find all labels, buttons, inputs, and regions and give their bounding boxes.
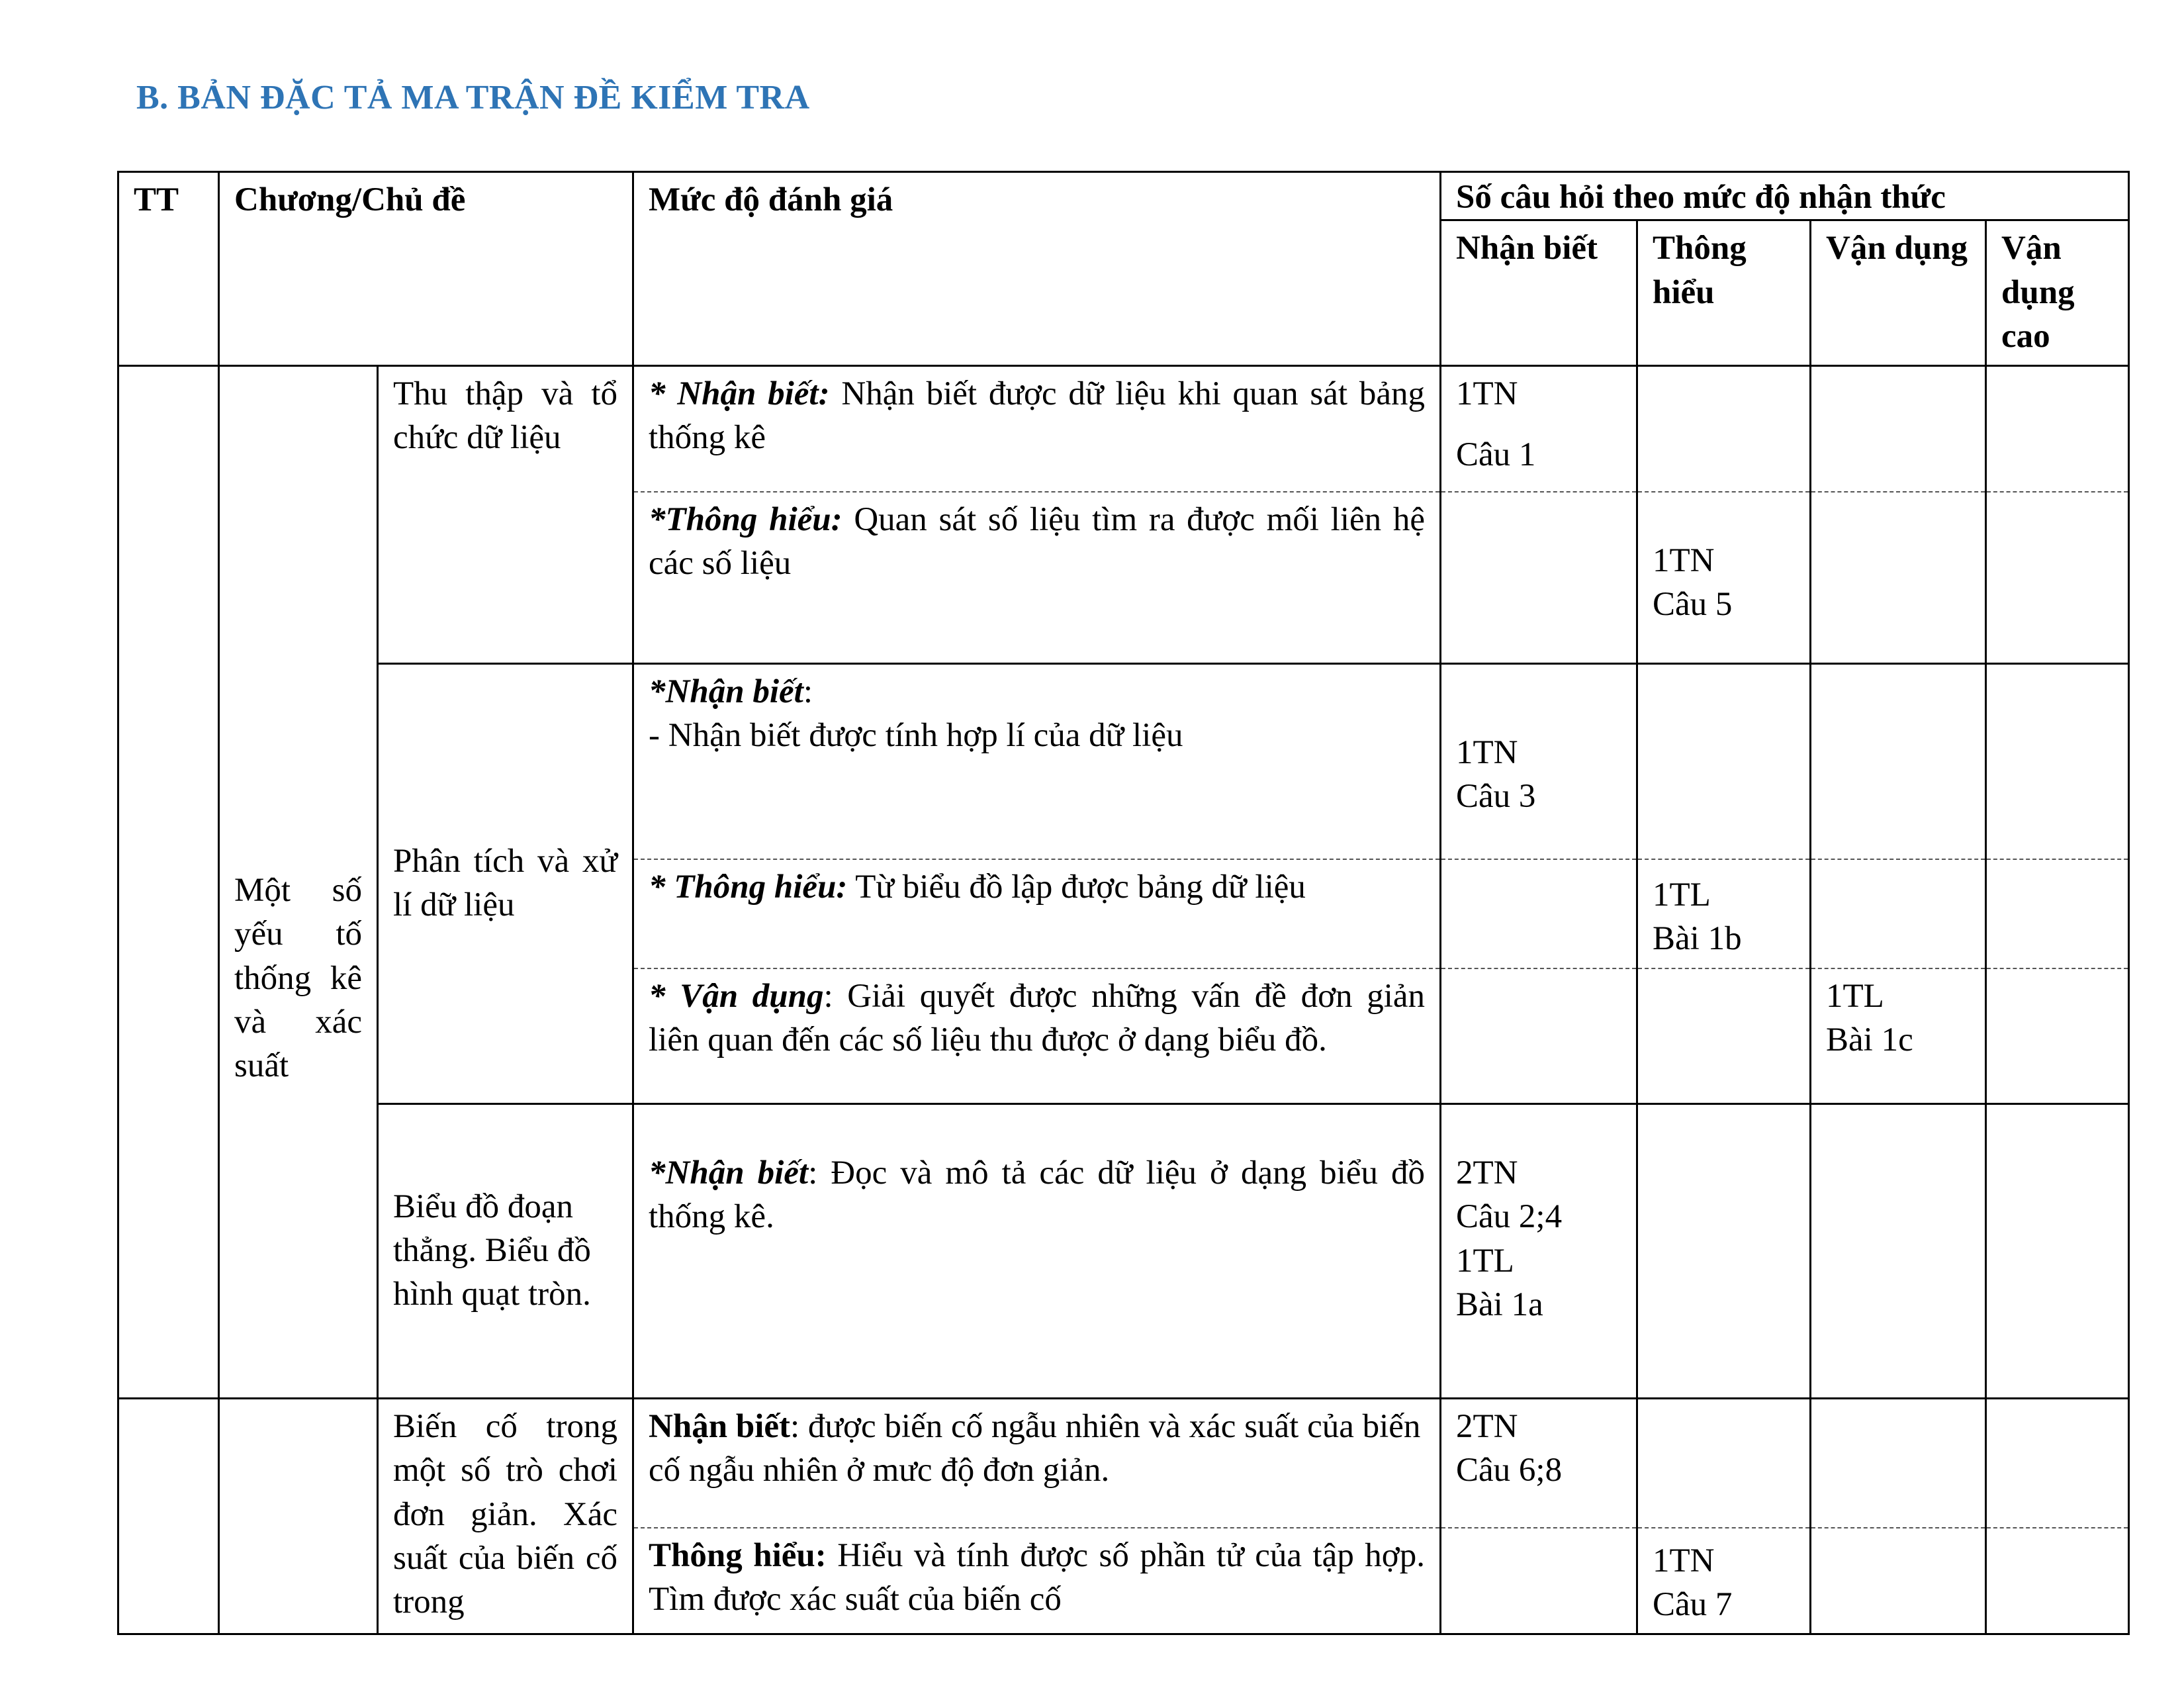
thong-hieu-cell (1637, 1528, 1811, 1634)
van-dung-cell (1811, 664, 1986, 859)
question-ref: Bài 1a (1456, 1286, 1543, 1324)
van-dung-cao-cell (1986, 366, 2129, 492)
criteria-text: Quan sát số liệu tìm ra được mối liên hệ các số liệu (649, 500, 1425, 582)
level-label: * Vận dụng (649, 977, 824, 1015)
header-nhan-biet: Nhận biết (1441, 220, 1637, 366)
header-chuong: Chương/Chủ đề (219, 172, 633, 366)
count-value: 1TL (1456, 1242, 1514, 1280)
nhan-biet-cell (1441, 859, 1637, 968)
topic-cell-2: Phân tích và xử lí dữ liệu (378, 664, 633, 1104)
criteria-cell (633, 664, 1441, 859)
van-dung-cao-cell (1986, 859, 2129, 968)
criteria-text: Từ biểu đồ lập được bảng dữ liệu (847, 868, 1306, 906)
van-dung-cao-cell (1986, 968, 2129, 1104)
header-van-dung: Vận dụng (1811, 220, 1986, 366)
criteria-cell (633, 1528, 1441, 1634)
level-label: * Thông hiểu: (649, 868, 848, 906)
question-ref: Câu 7 (1653, 1585, 1733, 1623)
header-so-cau: Số câu hỏi theo mức độ nhận thức (1441, 172, 2129, 220)
tt-cell (118, 366, 219, 1399)
criteria-cell (633, 968, 1441, 1104)
criteria-text: : Đọc và mô tả các dữ liệu ở dạng biểu đồ thống kê. (649, 1154, 1426, 1236)
level-label: *Thông hiểu: (649, 500, 842, 538)
van-dung-cell (1811, 1104, 1986, 1399)
count-value: 1TN (1456, 375, 1518, 413)
van-dung-cao-cell (1986, 492, 2129, 664)
thong-hieu-cell (1637, 968, 1811, 1104)
count-value: 1TL (1826, 977, 1884, 1015)
question-ref: Câu 3 (1456, 778, 1536, 816)
criteria-text: Hiểu và tính được số phần tử của tập hợp. Tìm được xác suất của biến cố (649, 1536, 1426, 1618)
topic-cell-4: Biến cố trong một số trò chơi đơn giản. Xác suất của biến cố trong (378, 1399, 633, 1634)
question-ref: Bài 1b (1653, 919, 1742, 957)
thong-hieu-cell (1637, 492, 1811, 664)
van-dung-cell (1811, 859, 1986, 968)
criteria-text: : được biến cố ngẫu nhiên và xác suất của biến cố ngẫu nhiên ở mưc độ đơn giản. (649, 1408, 1421, 1489)
van-dung-cao-cell (1986, 1528, 2129, 1634)
table-row (118, 664, 2129, 859)
level-label: *Nhận biết (649, 673, 803, 711)
criteria-cell (633, 492, 1441, 664)
van-dung-cell (1811, 968, 1986, 1104)
criteria-text: - Nhận biết được tính hợp lí của dữ liệu (649, 717, 1183, 755)
table-row (118, 366, 2129, 492)
criteria-text: Nhận biết được dữ liệu khi quan sát bảng thống kê (649, 375, 1425, 457)
van-dung-cao-cell (1986, 1399, 2129, 1528)
criteria-cell (633, 859, 1441, 968)
count-value: 1TN (1653, 1542, 1715, 1579)
level-label: * Nhận biết: (649, 375, 830, 413)
table-row (118, 1399, 2129, 1528)
level-label: Nhận biết (649, 1408, 790, 1446)
thong-hieu-cell (1637, 1399, 1811, 1528)
criteria-cell (633, 366, 1441, 492)
criteria-cell (633, 1399, 1441, 1528)
nhan-biet-cell (1441, 1399, 1637, 1528)
nhan-biet-cell (1441, 1528, 1637, 1634)
chapter-cell: Một số yếu tố thống kê và xác suất (219, 366, 378, 1399)
header-muc-do: Mức độ đánh giá (633, 172, 1441, 366)
question-ref: Câu 1 (1456, 436, 1536, 474)
van-dung-cell (1811, 1528, 1986, 1634)
level-label: *Nhận biết (649, 1154, 809, 1192)
count-value: 1TL (1653, 876, 1711, 914)
question-ref: Bài 1c (1826, 1021, 1913, 1058)
question-ref: Câu 6;8 (1456, 1452, 1563, 1489)
level-label: Thông hiểu: (649, 1536, 827, 1574)
count-value: 1TN (1653, 541, 1715, 579)
chapter-cell (219, 1399, 378, 1634)
van-dung-cell (1811, 366, 1986, 492)
header-thong-hieu: Thông hiểu (1637, 220, 1811, 366)
van-dung-cell (1811, 1399, 1986, 1528)
count-value: 2TN (1456, 1154, 1518, 1192)
thong-hieu-cell (1637, 664, 1811, 859)
page-title: B. BẢN ĐẶC TẢ MA TRẬN ĐỀ KIỂM TRA (136, 79, 810, 117)
van-dung-cell (1811, 492, 1986, 664)
count-value: 1TN (1456, 734, 1518, 772)
question-ref: Câu 2;4 (1456, 1198, 1563, 1236)
nhan-biet-cell (1441, 1104, 1637, 1399)
header-tt: TT (118, 172, 219, 366)
header-row-1 (118, 172, 2129, 220)
nhan-biet-cell (1441, 366, 1637, 492)
tt-cell (118, 1399, 219, 1634)
header-van-dung-cao: Vận dụng cao (1986, 220, 2129, 366)
thong-hieu-cell (1637, 1104, 1811, 1399)
thong-hieu-cell (1637, 859, 1811, 968)
nhan-biet-cell (1441, 968, 1637, 1104)
spec-table (117, 171, 2130, 1635)
criteria-colon: : (803, 673, 813, 711)
nhan-biet-cell (1441, 664, 1637, 859)
van-dung-cao-cell (1986, 1104, 2129, 1399)
topic-cell-1: Thu thập và tổ chức dữ liệu (378, 366, 633, 664)
nhan-biet-cell (1441, 492, 1637, 664)
van-dung-cao-cell (1986, 664, 2129, 859)
question-ref: Câu 5 (1653, 585, 1733, 623)
criteria-cell (633, 1104, 1441, 1399)
criteria-text: : Giải quyết được những vấn đề đơn giản liên quan đến các số liệu thu được ở dạng biểu đồ. (649, 977, 1426, 1058)
topic-cell-3: Biểu đồ đoạn thẳng. Biểu đồ hình quạt tròn. (378, 1104, 633, 1399)
count-value: 2TN (1456, 1408, 1518, 1446)
table-row (118, 1104, 2129, 1399)
thong-hieu-cell (1637, 366, 1811, 492)
